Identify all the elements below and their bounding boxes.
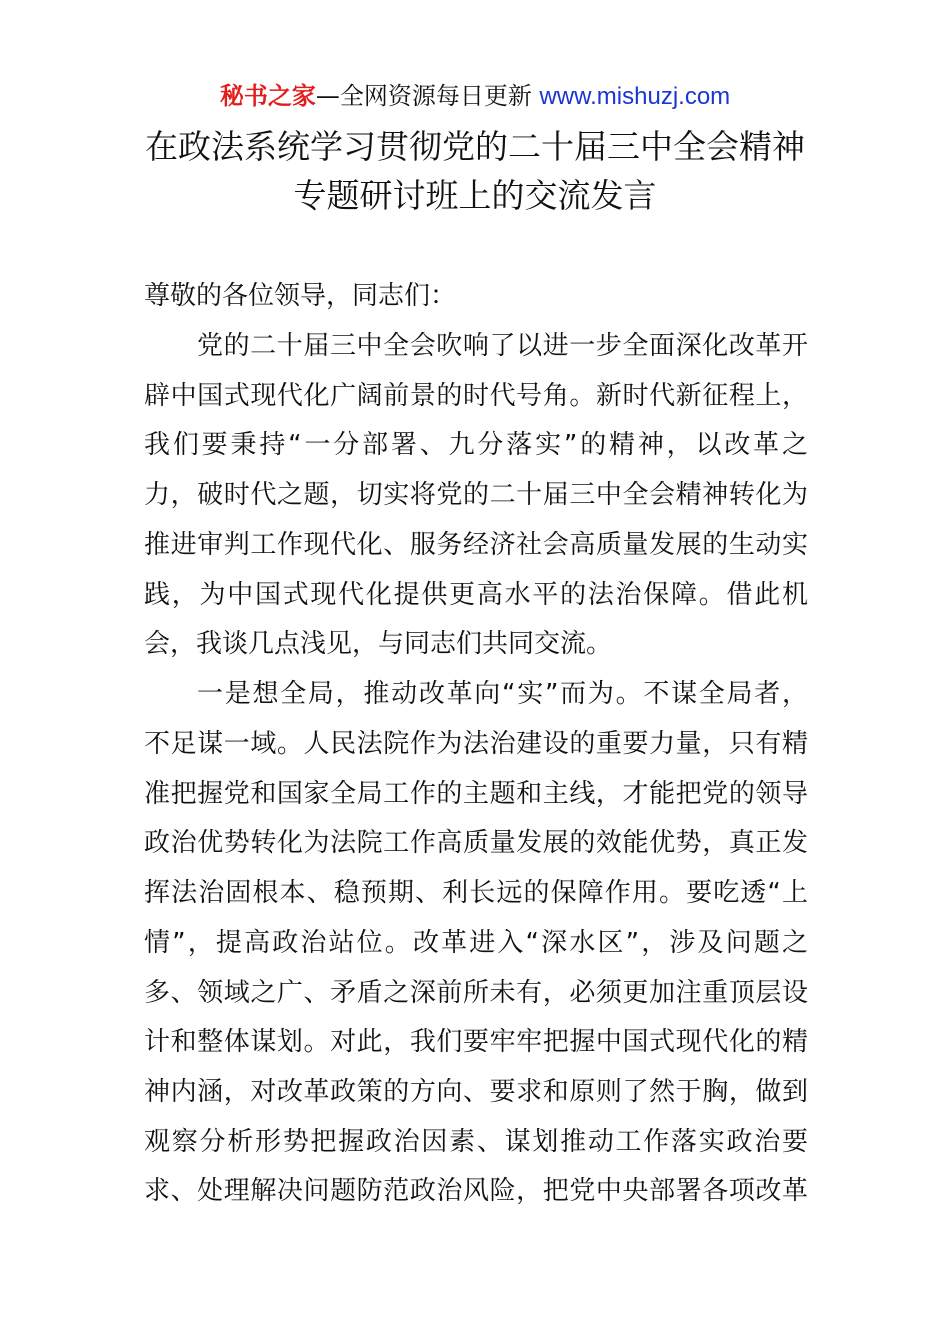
paragraph-line: 准把握党和国家全局工作的主题和主线，才能把党的领导 — [144, 779, 808, 809]
paragraph-line: 我们要秉持“一分部署、九分落实”的精神，以改革之 — [144, 430, 808, 460]
paragraph-line: 力，破时代之题，切实将党的二十届三中全会精神转化为 — [144, 480, 808, 510]
paragraph-line: 多、领域之广、矛盾之深前所未有，必须更加注重顶层设 — [144, 978, 808, 1008]
paragraph-line: 一是想全局，推动改革向“实”而为。不谋全局者， — [197, 679, 808, 709]
paragraph-line: 党的二十届三中全会吹响了以进一步全面深化改革开 — [197, 331, 808, 361]
site-header — [0, 80, 950, 113]
paragraph-line: 求、处理解决问题防范政治风险，把党中央部署各项改革 — [144, 1176, 808, 1206]
site-url-link[interactable]: www.mishuzj.com — [539, 83, 731, 110]
paragraph-line: 计和整体谋划。对此，我们要牢牢把握中国式现代化的精 — [144, 1027, 808, 1057]
paragraph-line: 观察分析形势把握政治因素、谋划推动工作落实政治要 — [144, 1127, 808, 1157]
paragraph-line: 政治优势转化为法院工作高质量发展的效能优势，真正发 — [144, 828, 808, 858]
site-brand: 秘书之家 — [219, 82, 316, 110]
document-title-line-2: 专题研讨班上的交流发言 — [293, 176, 657, 215]
site-tagline: —全网资源每日更新 — [315, 82, 532, 110]
paragraph-line: 会，我谈几点浅见，与同志们共同交流。 — [144, 629, 613, 659]
paragraph-line: 不足谋一域。人民法院作为法治建设的重要力量，只有精 — [144, 729, 808, 759]
paragraph-line: 践，为中国式现代化提供更高水平的法治保障。借此机 — [144, 580, 808, 610]
paragraph-line: 辟中国式现代化广阔前景的时代号角。新时代新征程上， — [144, 381, 808, 411]
paragraph-line: 挥法治固根本、稳预期、利长远的保障作用。要吃透“上 — [144, 878, 808, 908]
salutation: 尊敬的各位领导，同志们： — [144, 281, 457, 311]
paragraph-line: 推进审判工作现代化、服务经济社会高质量发展的生动实 — [144, 530, 808, 560]
paragraph-line: 神内涵，对改革政策的方向、要求和原则了然于胸，做到 — [144, 1077, 808, 1107]
document-title-line-1: 在政法系统学习贯彻党的二十届三中全会精神 — [145, 127, 805, 166]
paragraph-line: 情”，提高政治站位。改革进入“深水区”，涉及问题之 — [144, 928, 808, 958]
